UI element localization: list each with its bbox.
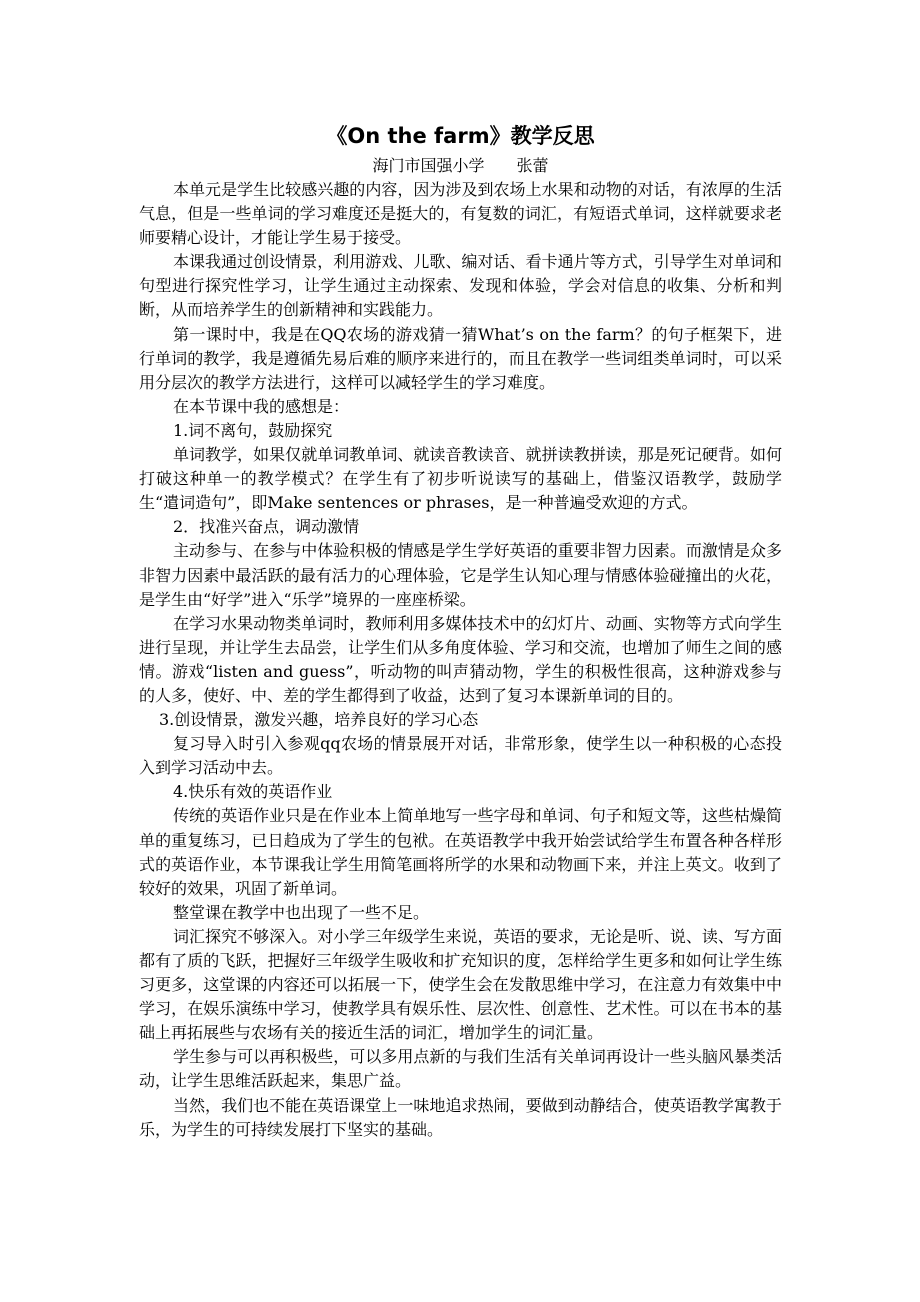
paragraph-list — [139, 178, 782, 1142]
document-title: 《On the farm》教学反思 — [326, 124, 595, 148]
body-paragraph: 词汇探究不够深入。对小学三年级学生来说，英语的要求，无论是听、说、读、写方面都有了质的飞跃，把握好三年级学生吸收和扩充知识的度，怎样给学生更多和如何让学生练习更多，这堂课的内容还可以拓展一下，使学生会在发散思维中学习，在注意力有效集中中学习，在娱乐演练中学习，使教学具有娱乐性、层次性、创意性、艺术性。可以在书本的基础上再拓展些与农场有关的接近生活的词汇，增加学生的词汇量。 — [139, 926, 782, 1043]
body-paragraph: 第一课时中，我是在QQ农场的游戏猜一猜What’s on the farm？的句子框架下，进行单词的教学，我是遵循先易后难的顺序来进行的，而且在教学一些词组类单词时，可以采用分层次的教学方法进行，这样可以减轻学生的学习难度。 — [139, 324, 782, 392]
section-heading: 在本节课中我的感想是： — [173, 396, 350, 416]
title-wrap — [139, 120, 782, 152]
body-paragraph: 学生参与可以再积极些，可以多用点新的与我们生活有关单词再设计一些头脑风暴类活动，让学生思维活跃起来，集思广益。 — [139, 1047, 782, 1091]
body-paragraph: 主动参与、在参与中体验积极的情感是学生学好英语的重要非智力因素。而激情是众多非智力因素中最活跃的最有活力的心理体验，它是学生认知心理与情感体验碰撞出的火花，是学生由“好学”进入“乐学”境界的一座座桥梁。 — [139, 541, 782, 609]
author-name: 张蕾 — [516, 156, 549, 175]
author-line — [139, 154, 782, 178]
body-paragraph: 本单元是学生比较感兴趣的内容，因为涉及到农场上水果和动物的对话，有浓厚的生活气息，但是一些单词的学习难度还是挺大的，有复数的词汇，有短语式单词，这样就要求老师要精心设计，才能让学生易于接受。 — [139, 180, 782, 248]
section-heading: 4.快乐有效的英语作业 — [173, 782, 333, 802]
school-name: 海门市国强小学 — [372, 156, 485, 175]
body-paragraph: 本课我通过创设情景，利用游戏、儿歌、编对话、看卡通片等方式，引导学生对单词和句型进行探究性学习，让学生通过主动探索、发现和体验，学会对信息的收集、分析和判断，从而培养学生的创新精神和实践能力。 — [139, 252, 782, 320]
body-paragraph: 在学习水果动物类单词时，教师利用多媒体技术中的幻灯片、动画、实物等方式向学生进行呈现，并让学生去品尝，让学生们从多角度体验、学习和交流，也增加了师生之间的感情。游戏“listen and guess”，听动物的叫声猜动物，学生的积极性很高，这种游戏参与的人多，使好、中、差的学生都得到了收益，达到了复习本课新单词的目的。 — [139, 613, 782, 705]
body-paragraph: 单词教学，如果仅就单词教单词、就读音教读音、就拼读教拼读，那是死记硬背。如何打破这种单一的教学模式？在学生有了初步听说读写的基础上，借鉴汉语教学，鼓励学生“遣词造句”，即Make sentences or phrases，是一种普遍受欢迎的方式。 — [139, 445, 782, 513]
body-paragraph: 传统的英语作业只是在作业本上简单地写一些字母和单词、句子和短文等，这些枯燥简单的重复练习，已日趋成为了学生的包袱。在英语教学中我开始尝试给学生布置各种各样形式的英语作业，本节课我让学生用简笔画将所学的水果和动物画下来，并注上英文。收到了较好的效果，巩固了新单词。 — [139, 806, 782, 898]
section-heading: 3.创设情景，激发兴趣，培养良好的学习心态 — [159, 710, 479, 730]
body-paragraph: 复习导入时引入参观qq农场的情景展开对话，非常形象，使学生以一种积极的心态投入到学习活动中去。 — [139, 734, 782, 778]
section-heading: 1.词不离句，鼓励探究 — [173, 420, 333, 440]
document-body — [139, 120, 782, 1142]
body-paragraph: 当然，我们也不能在英语课堂上一味地追求热闹，要做到动静结合，使英语教学寓教于乐，为学生的可持续发展打下坚实的基础。 — [139, 1095, 782, 1139]
section-heading: 2．找准兴奋点，调动激情 — [173, 517, 360, 537]
section-heading: 整堂课在教学中也出现了一些不足。 — [173, 902, 430, 922]
